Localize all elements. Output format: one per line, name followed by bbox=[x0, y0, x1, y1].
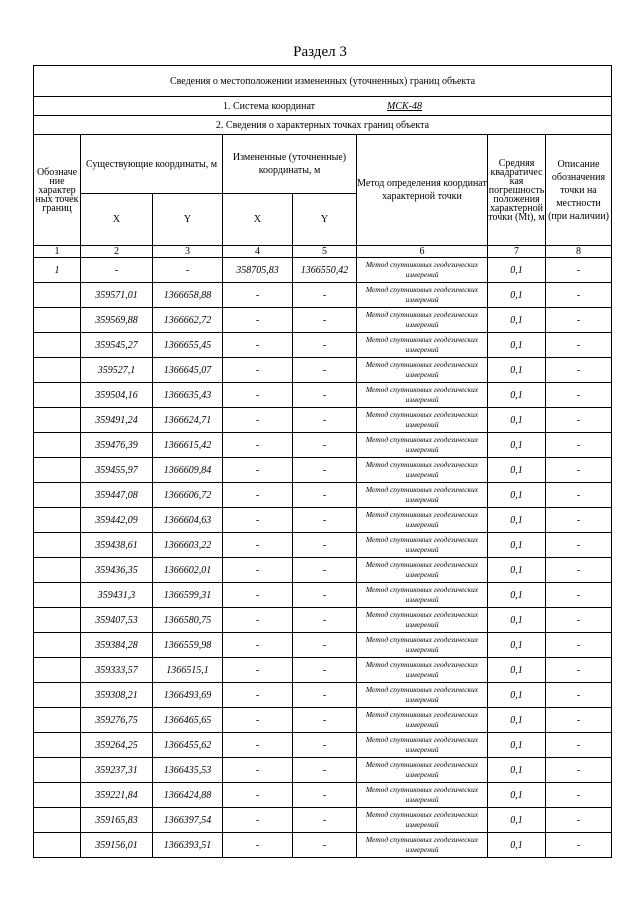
header-existing-x: X bbox=[81, 194, 153, 246]
cell-accuracy: 0,1 bbox=[488, 758, 546, 783]
cell-method: Метод спутниковых геодезических измерений bbox=[357, 633, 488, 658]
cell-existing-x: 359156,01 bbox=[81, 833, 153, 858]
table-row bbox=[34, 758, 612, 783]
cell-method: Метод спутниковых геодезических измерений bbox=[357, 308, 488, 333]
cell-existing-y: 1366455,62 bbox=[153, 733, 223, 758]
cell-description: - bbox=[546, 433, 612, 458]
column-number: 8 bbox=[546, 246, 612, 258]
column-number: 2 bbox=[81, 246, 153, 258]
cell-method: Метод спутниковых геодезических измерений bbox=[357, 508, 488, 533]
cell-description: - bbox=[546, 833, 612, 858]
cell-existing-y: 1366493,69 bbox=[153, 683, 223, 708]
cell-existing-x: 359447,08 bbox=[81, 483, 153, 508]
cell-changed-x: - bbox=[223, 508, 293, 533]
table-row bbox=[34, 408, 612, 433]
cell-description: - bbox=[546, 608, 612, 633]
cell-accuracy: 0,1 bbox=[488, 358, 546, 383]
cell-description: - bbox=[546, 308, 612, 333]
crs-row bbox=[34, 97, 612, 116]
cell-existing-x: 359476,39 bbox=[81, 433, 153, 458]
table-row bbox=[34, 658, 612, 683]
cell-method: Метод спутниковых геодезических измерений bbox=[357, 358, 488, 383]
cell-existing-x: 359436,35 bbox=[81, 558, 153, 583]
cell-changed-x: - bbox=[223, 808, 293, 833]
table-row bbox=[34, 808, 612, 833]
cell-description: - bbox=[546, 808, 612, 833]
cell-changed-y: - bbox=[293, 383, 357, 408]
table-row bbox=[34, 533, 612, 558]
cell-changed-x: - bbox=[223, 458, 293, 483]
cell-existing-x: - bbox=[81, 258, 153, 283]
cell-accuracy: 0,1 bbox=[488, 733, 546, 758]
cell-accuracy: 0,1 bbox=[488, 658, 546, 683]
cell-existing-x: 359442,09 bbox=[81, 508, 153, 533]
cell-changed-x: 358705,83 bbox=[223, 258, 293, 283]
cell-existing-x: 359276,75 bbox=[81, 708, 153, 733]
cell-description: - bbox=[546, 358, 612, 383]
cell-existing-x: 359308,21 bbox=[81, 683, 153, 708]
column-number: 3 bbox=[153, 246, 223, 258]
cell-changed-y: - bbox=[293, 508, 357, 533]
cell-changed-x: - bbox=[223, 708, 293, 733]
cell-accuracy: 0,1 bbox=[488, 583, 546, 608]
table-row bbox=[34, 383, 612, 408]
cell-accuracy: 0,1 bbox=[488, 258, 546, 283]
header-method: Метод определения координат характерной точки bbox=[357, 135, 488, 246]
cell-method: Метод спутниковых геодезических измерений bbox=[357, 683, 488, 708]
cell-changed-y: - bbox=[293, 458, 357, 483]
cell-method: Метод спутниковых геодезических измерений bbox=[357, 408, 488, 433]
cell-changed-x: - bbox=[223, 633, 293, 658]
cell-existing-x: 359504,16 bbox=[81, 383, 153, 408]
table-row bbox=[34, 258, 612, 283]
cell-point-id bbox=[34, 508, 81, 533]
cell-changed-y: - bbox=[293, 758, 357, 783]
cell-changed-x: - bbox=[223, 483, 293, 508]
cell-changed-y: - bbox=[293, 708, 357, 733]
cell-changed-y: - bbox=[293, 283, 357, 308]
table-row bbox=[34, 558, 612, 583]
cell-existing-y: 1366393,51 bbox=[153, 833, 223, 858]
cell-description: - bbox=[546, 283, 612, 308]
cell-point-id bbox=[34, 358, 81, 383]
cell-point-id bbox=[34, 783, 81, 808]
cell-changed-y: - bbox=[293, 433, 357, 458]
header-point-id: Обозначе ние характер ных точек границ bbox=[34, 135, 81, 246]
cell-existing-y: 1366645,07 bbox=[153, 358, 223, 383]
cell-method: Метод спутниковых геодезических измерений bbox=[357, 383, 488, 408]
crs-label: 1. Система координат bbox=[222, 100, 316, 112]
cell-changed-y: - bbox=[293, 483, 357, 508]
cell-existing-y: 1366424,88 bbox=[153, 783, 223, 808]
cell-changed-x: - bbox=[223, 683, 293, 708]
cell-accuracy: 0,1 bbox=[488, 433, 546, 458]
cell-existing-y: 1366397,54 bbox=[153, 808, 223, 833]
table-row bbox=[34, 458, 612, 483]
cell-changed-y: - bbox=[293, 733, 357, 758]
cell-changed-x: - bbox=[223, 333, 293, 358]
table-row bbox=[34, 683, 612, 708]
cell-accuracy: 0,1 bbox=[488, 608, 546, 633]
cell-description: - bbox=[546, 483, 612, 508]
cell-changed-x: - bbox=[223, 433, 293, 458]
cell-method: Метод спутниковых геодезических измерений bbox=[357, 808, 488, 833]
table-row bbox=[34, 308, 612, 333]
cell-existing-y: 1366602,01 bbox=[153, 558, 223, 583]
cell-changed-y: - bbox=[293, 358, 357, 383]
cell-description: - bbox=[546, 458, 612, 483]
header-accuracy: Средняя квадратичес кая погрешность положения характерной точки (Mt), м bbox=[488, 135, 546, 246]
cell-existing-x: 359527,1 bbox=[81, 358, 153, 383]
cell-point-id bbox=[34, 633, 81, 658]
cell-description: - bbox=[546, 758, 612, 783]
cell-method: Метод спутниковых геодезических измерений bbox=[357, 558, 488, 583]
cell-point-id bbox=[34, 608, 81, 633]
cell-changed-x: - bbox=[223, 658, 293, 683]
cell-accuracy: 0,1 bbox=[488, 308, 546, 333]
column-number: 1 bbox=[34, 246, 81, 258]
cell-existing-x: 359333,57 bbox=[81, 658, 153, 683]
cell-existing-y: 1366609,84 bbox=[153, 458, 223, 483]
cell-existing-y: 1366599,31 bbox=[153, 583, 223, 608]
cell-changed-y: - bbox=[293, 558, 357, 583]
cell-description: - bbox=[546, 383, 612, 408]
table-row bbox=[34, 783, 612, 808]
table-row bbox=[34, 733, 612, 758]
header-changed-y: Y bbox=[293, 194, 357, 246]
header-existing-y: Y bbox=[153, 194, 223, 246]
table-row bbox=[34, 433, 612, 458]
cell-point-id bbox=[34, 458, 81, 483]
cell-point-id bbox=[34, 333, 81, 358]
cell-changed-y: - bbox=[293, 533, 357, 558]
cell-description: - bbox=[546, 533, 612, 558]
cell-changed-x: - bbox=[223, 783, 293, 808]
cell-description: - bbox=[546, 733, 612, 758]
cell-existing-x: 359407,53 bbox=[81, 608, 153, 633]
cell-changed-y: - bbox=[293, 308, 357, 333]
cell-existing-y: 1366606,72 bbox=[153, 483, 223, 508]
cell-method: Метод спутниковых геодезических измерений bbox=[357, 583, 488, 608]
cell-description: - bbox=[546, 783, 612, 808]
cell-existing-x: 359165,83 bbox=[81, 808, 153, 833]
cell-method: Метод спутниковых геодезических измерений bbox=[357, 758, 488, 783]
cell-accuracy: 0,1 bbox=[488, 383, 546, 408]
cell-existing-y: 1366658,88 bbox=[153, 283, 223, 308]
cell-accuracy: 0,1 bbox=[488, 333, 546, 358]
column-number: 4 bbox=[223, 246, 293, 258]
cell-changed-y: - bbox=[293, 658, 357, 683]
cell-existing-y: 1366515,1 bbox=[153, 658, 223, 683]
cell-method: Метод спутниковых геодезических измерений bbox=[357, 833, 488, 858]
boundary-points-table bbox=[33, 65, 612, 858]
cell-existing-x: 359237,31 bbox=[81, 758, 153, 783]
cell-description: - bbox=[546, 633, 612, 658]
cell-existing-x: 359545,27 bbox=[81, 333, 153, 358]
cell-existing-y: 1366580,75 bbox=[153, 608, 223, 633]
cell-point-id bbox=[34, 533, 81, 558]
cell-description: - bbox=[546, 558, 612, 583]
cell-changed-y: - bbox=[293, 408, 357, 433]
crs-value: МСК-48 bbox=[387, 100, 422, 112]
column-number: 6 bbox=[357, 246, 488, 258]
cell-method: Метод спутниковых геодезических измерений bbox=[357, 283, 488, 308]
cell-changed-x: - bbox=[223, 608, 293, 633]
column-number: 5 bbox=[293, 246, 357, 258]
cell-point-id bbox=[34, 833, 81, 858]
cell-existing-x: 359491,24 bbox=[81, 408, 153, 433]
cell-accuracy: 0,1 bbox=[488, 408, 546, 433]
cell-changed-x: - bbox=[223, 408, 293, 433]
cell-changed-x: - bbox=[223, 558, 293, 583]
cell-accuracy: 0,1 bbox=[488, 483, 546, 508]
cell-changed-y: - bbox=[293, 783, 357, 808]
cell-description: - bbox=[546, 258, 612, 283]
table-row bbox=[34, 508, 612, 533]
table-row bbox=[34, 283, 612, 308]
cell-accuracy: 0,1 bbox=[488, 533, 546, 558]
cell-changed-y: - bbox=[293, 808, 357, 833]
cell-description: - bbox=[546, 583, 612, 608]
cell-method: Метод спутниковых геодезических измерений bbox=[357, 458, 488, 483]
table-title: Сведения о местоположении измененных (уточненных) границ объекта bbox=[34, 66, 612, 97]
points-label: 2. Сведения о характерных точках границ объекта bbox=[34, 116, 612, 135]
table-row bbox=[34, 358, 612, 383]
cell-point-id bbox=[34, 808, 81, 833]
cell-method: Метод спутниковых геодезических измерений bbox=[357, 333, 488, 358]
header-changed-x: X bbox=[223, 194, 293, 246]
table-row bbox=[34, 633, 612, 658]
cell-changed-y: - bbox=[293, 583, 357, 608]
cell-existing-y: 1366615,42 bbox=[153, 433, 223, 458]
cell-existing-y: 1366604,63 bbox=[153, 508, 223, 533]
cell-method: Метод спутниковых геодезических измерений bbox=[357, 658, 488, 683]
header-changed-coords: Измененные (уточненные) координаты, м bbox=[223, 135, 357, 194]
cell-description: - bbox=[546, 708, 612, 733]
section-title: Раздел 3 bbox=[293, 44, 347, 60]
table-row bbox=[34, 608, 612, 633]
cell-changed-y: 1366550,42 bbox=[293, 258, 357, 283]
cell-accuracy: 0,1 bbox=[488, 783, 546, 808]
cell-method: Метод спутниковых геодезических измерений bbox=[357, 708, 488, 733]
cell-existing-y: 1366662,72 bbox=[153, 308, 223, 333]
cell-description: - bbox=[546, 508, 612, 533]
cell-description: - bbox=[546, 658, 612, 683]
cell-accuracy: 0,1 bbox=[488, 558, 546, 583]
cell-existing-x: 359438,61 bbox=[81, 533, 153, 558]
cell-existing-x: 359569,88 bbox=[81, 308, 153, 333]
table-row bbox=[34, 583, 612, 608]
cell-changed-x: - bbox=[223, 833, 293, 858]
cell-existing-y: 1366635,43 bbox=[153, 383, 223, 408]
cell-description: - bbox=[546, 333, 612, 358]
cell-existing-y: 1366624,71 bbox=[153, 408, 223, 433]
cell-existing-y: 1366603,22 bbox=[153, 533, 223, 558]
cell-existing-x: 359455,97 bbox=[81, 458, 153, 483]
cell-description: - bbox=[546, 408, 612, 433]
cell-accuracy: 0,1 bbox=[488, 708, 546, 733]
column-number: 7 bbox=[488, 246, 546, 258]
cell-point-id bbox=[34, 558, 81, 583]
cell-changed-x: - bbox=[223, 583, 293, 608]
cell-method: Метод спутниковых геодезических измерений bbox=[357, 483, 488, 508]
cell-changed-y: - bbox=[293, 333, 357, 358]
cell-point-id bbox=[34, 283, 81, 308]
cell-accuracy: 0,1 bbox=[488, 508, 546, 533]
header-existing-coords: Существующие координаты, м bbox=[81, 135, 223, 194]
cell-description: - bbox=[546, 683, 612, 708]
cell-changed-x: - bbox=[223, 383, 293, 408]
cell-existing-y: 1366655,45 bbox=[153, 333, 223, 358]
table-row bbox=[34, 333, 612, 358]
cell-changed-x: - bbox=[223, 733, 293, 758]
cell-method: Метод спутниковых геодезических измерений bbox=[357, 783, 488, 808]
cell-point-id bbox=[34, 408, 81, 433]
cell-point-id bbox=[34, 483, 81, 508]
cell-method: Метод спутниковых геодезических измерений bbox=[357, 733, 488, 758]
cell-method: Метод спутниковых геодезических измерений bbox=[357, 433, 488, 458]
cell-point-id bbox=[34, 733, 81, 758]
cell-changed-x: - bbox=[223, 308, 293, 333]
cell-existing-x: 359221,84 bbox=[81, 783, 153, 808]
cell-point-id: 1 bbox=[34, 258, 81, 283]
cell-changed-x: - bbox=[223, 283, 293, 308]
cell-changed-x: - bbox=[223, 358, 293, 383]
cell-point-id bbox=[34, 383, 81, 408]
cell-point-id bbox=[34, 583, 81, 608]
cell-point-id bbox=[34, 708, 81, 733]
cell-point-id bbox=[34, 308, 81, 333]
cell-point-id bbox=[34, 433, 81, 458]
table-row bbox=[34, 833, 612, 858]
cell-point-id bbox=[34, 758, 81, 783]
cell-existing-y: 1366435,53 bbox=[153, 758, 223, 783]
cell-accuracy: 0,1 bbox=[488, 683, 546, 708]
cell-accuracy: 0,1 bbox=[488, 808, 546, 833]
cell-changed-x: - bbox=[223, 533, 293, 558]
cell-accuracy: 0,1 bbox=[488, 833, 546, 858]
cell-point-id bbox=[34, 683, 81, 708]
cell-existing-y: - bbox=[153, 258, 223, 283]
cell-existing-x: 359384,28 bbox=[81, 633, 153, 658]
cell-accuracy: 0,1 bbox=[488, 633, 546, 658]
cell-point-id bbox=[34, 658, 81, 683]
cell-existing-x: 359264,25 bbox=[81, 733, 153, 758]
cell-method: Метод спутниковых геодезических измерений bbox=[357, 608, 488, 633]
cell-changed-x: - bbox=[223, 758, 293, 783]
cell-changed-y: - bbox=[293, 833, 357, 858]
table-row bbox=[34, 708, 612, 733]
cell-method: Метод спутниковых геодезических измерений bbox=[357, 258, 488, 283]
cell-existing-x: 359571,01 bbox=[81, 283, 153, 308]
cell-existing-x: 359431,3 bbox=[81, 583, 153, 608]
cell-changed-y: - bbox=[293, 633, 357, 658]
header-description: Описание обозначения точки на местности (при наличии) bbox=[546, 135, 612, 246]
cell-accuracy: 0,1 bbox=[488, 283, 546, 308]
cell-method: Метод спутниковых геодезических измерений bbox=[357, 533, 488, 558]
cell-accuracy: 0,1 bbox=[488, 458, 546, 483]
cell-changed-y: - bbox=[293, 683, 357, 708]
cell-existing-y: 1366465,65 bbox=[153, 708, 223, 733]
cell-existing-y: 1366559,98 bbox=[153, 633, 223, 658]
table-row bbox=[34, 483, 612, 508]
cell-changed-y: - bbox=[293, 608, 357, 633]
